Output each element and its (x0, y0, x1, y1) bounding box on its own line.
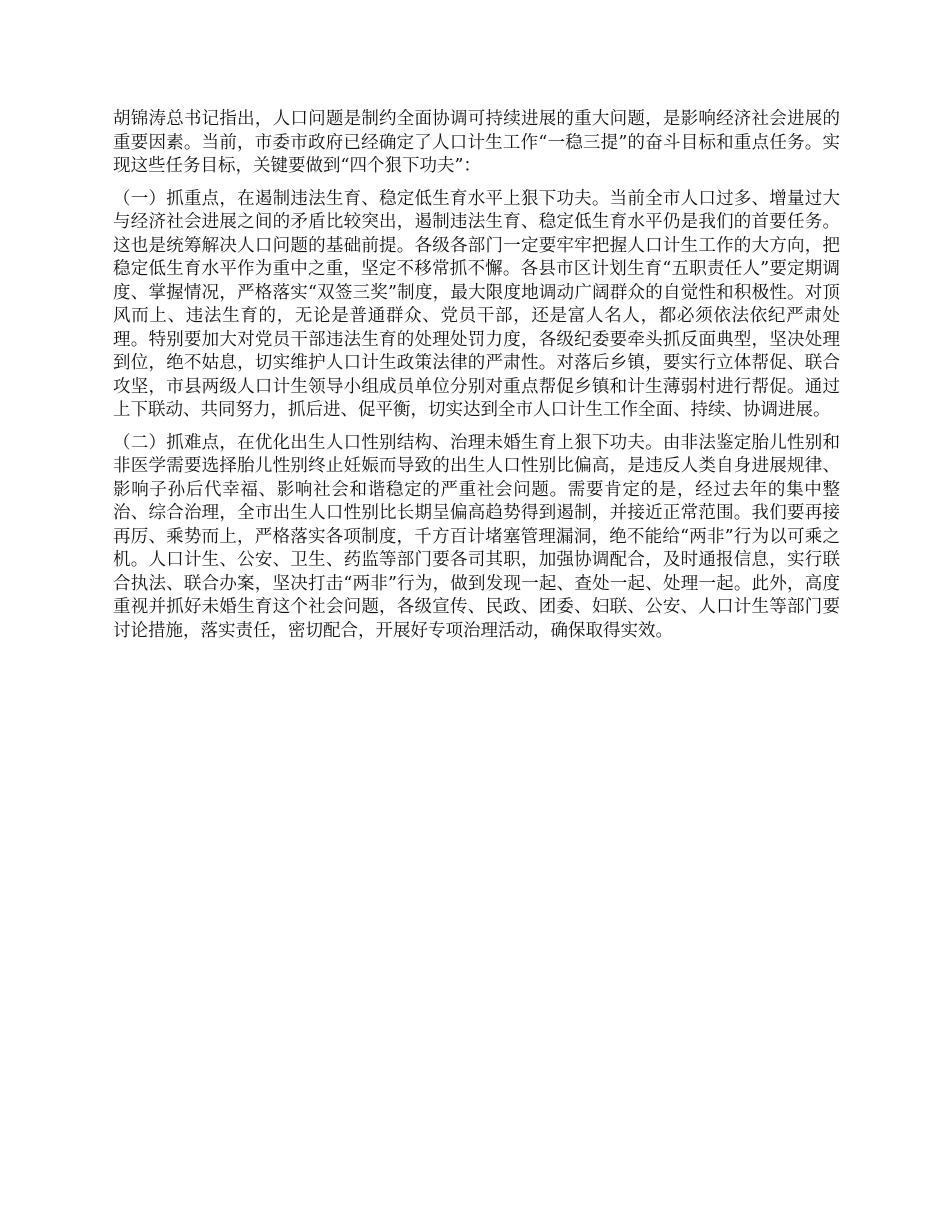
document-body (113, 108, 840, 652)
section-one-paragraph: （一）抓重点，在遏制违法生育、稳定低生育水平上狠下功夫。当前全市人口过多、增量过大与经济社会进展之间的矛盾比较突出，遏制违法生育、稳定低生育水平仍是我们的首要任务。这也是统筹解决人口问题的基础前提。各级各部门一定要牢牢把握人口计生工作的大方向，把稳定低生育水平作为重中之重，坚定不移常抓不懈。各县市区计划生育“五职责任人”要定期调度、掌握情况，严格落实“双签三奖”制度，最大限度地调动广阔群众的自觉性和积极性。对顶风而上、违法生育的，无论是普通群众、党员干部，还是富人名人，都必须依法依纪严肃处理。特别要加大对党员干部违法生育的处理处罚力度，各级纪委要牵头抓反面典型，坚决处理到位，绝不姑息，切实维护人口计生政策法律的严肃性。对落后乡镇，要实行立体帮促、联合攻坚，市县两级人口计生领导小组成员单位分别对重点帮促乡镇和计生薄弱村进行帮促。通过上下联动、共同努力，抓后进、促平衡，切实达到全市人口计生工作全面、持续、协调进展。 (113, 188, 840, 420)
intro-paragraph: 胡锦涛总书记指出，人口问题是制约全面协调可持续进展的重大问题，是影响经济社会进展的重要因素。当前，市委市政府已经确定了人口计生工作“一稳三提”的奋斗目标和重点任务。实现这些任务目标，关键要做到“四个狠下功夫”： (113, 109, 840, 176)
section-two-paragraph: （二）抓难点，在优化出生人口性别结构、治理未婚生育上狠下功夫。由非法鉴定胎儿性别和非医学需要选择胎儿性别终止妊娠而导致的出生人口性别比偏高，是违反人类自身进展规律、影响子孙后代幸福、影响社会和谐稳定的严重社会问题。需要肯定的是，经过去年的集中整治、综合治理，全市出生人口性别比长期呈偏高趋势得到遏制，并接近正常范围。我们要再接再厉、乘势而上，严格落实各项制度，千方百计堵塞管理漏洞，绝不能给“两非”行为以可乘之机。人口计生、公安、卫生、药监等部门要各司其职，加强协调配合，及时通报信息，实行联合执法、联合办案，坚决打击“两非”行为，做到发现一起、查处一起、处理一起。此外，高度重视并抓好未婚生育这个社会问题，各级宣传、民政、团委、妇联、公安、人口计生等部门要讨论措施，落实责任，密切配合，开展好专项治理活动，确保取得实效。 (113, 432, 840, 641)
